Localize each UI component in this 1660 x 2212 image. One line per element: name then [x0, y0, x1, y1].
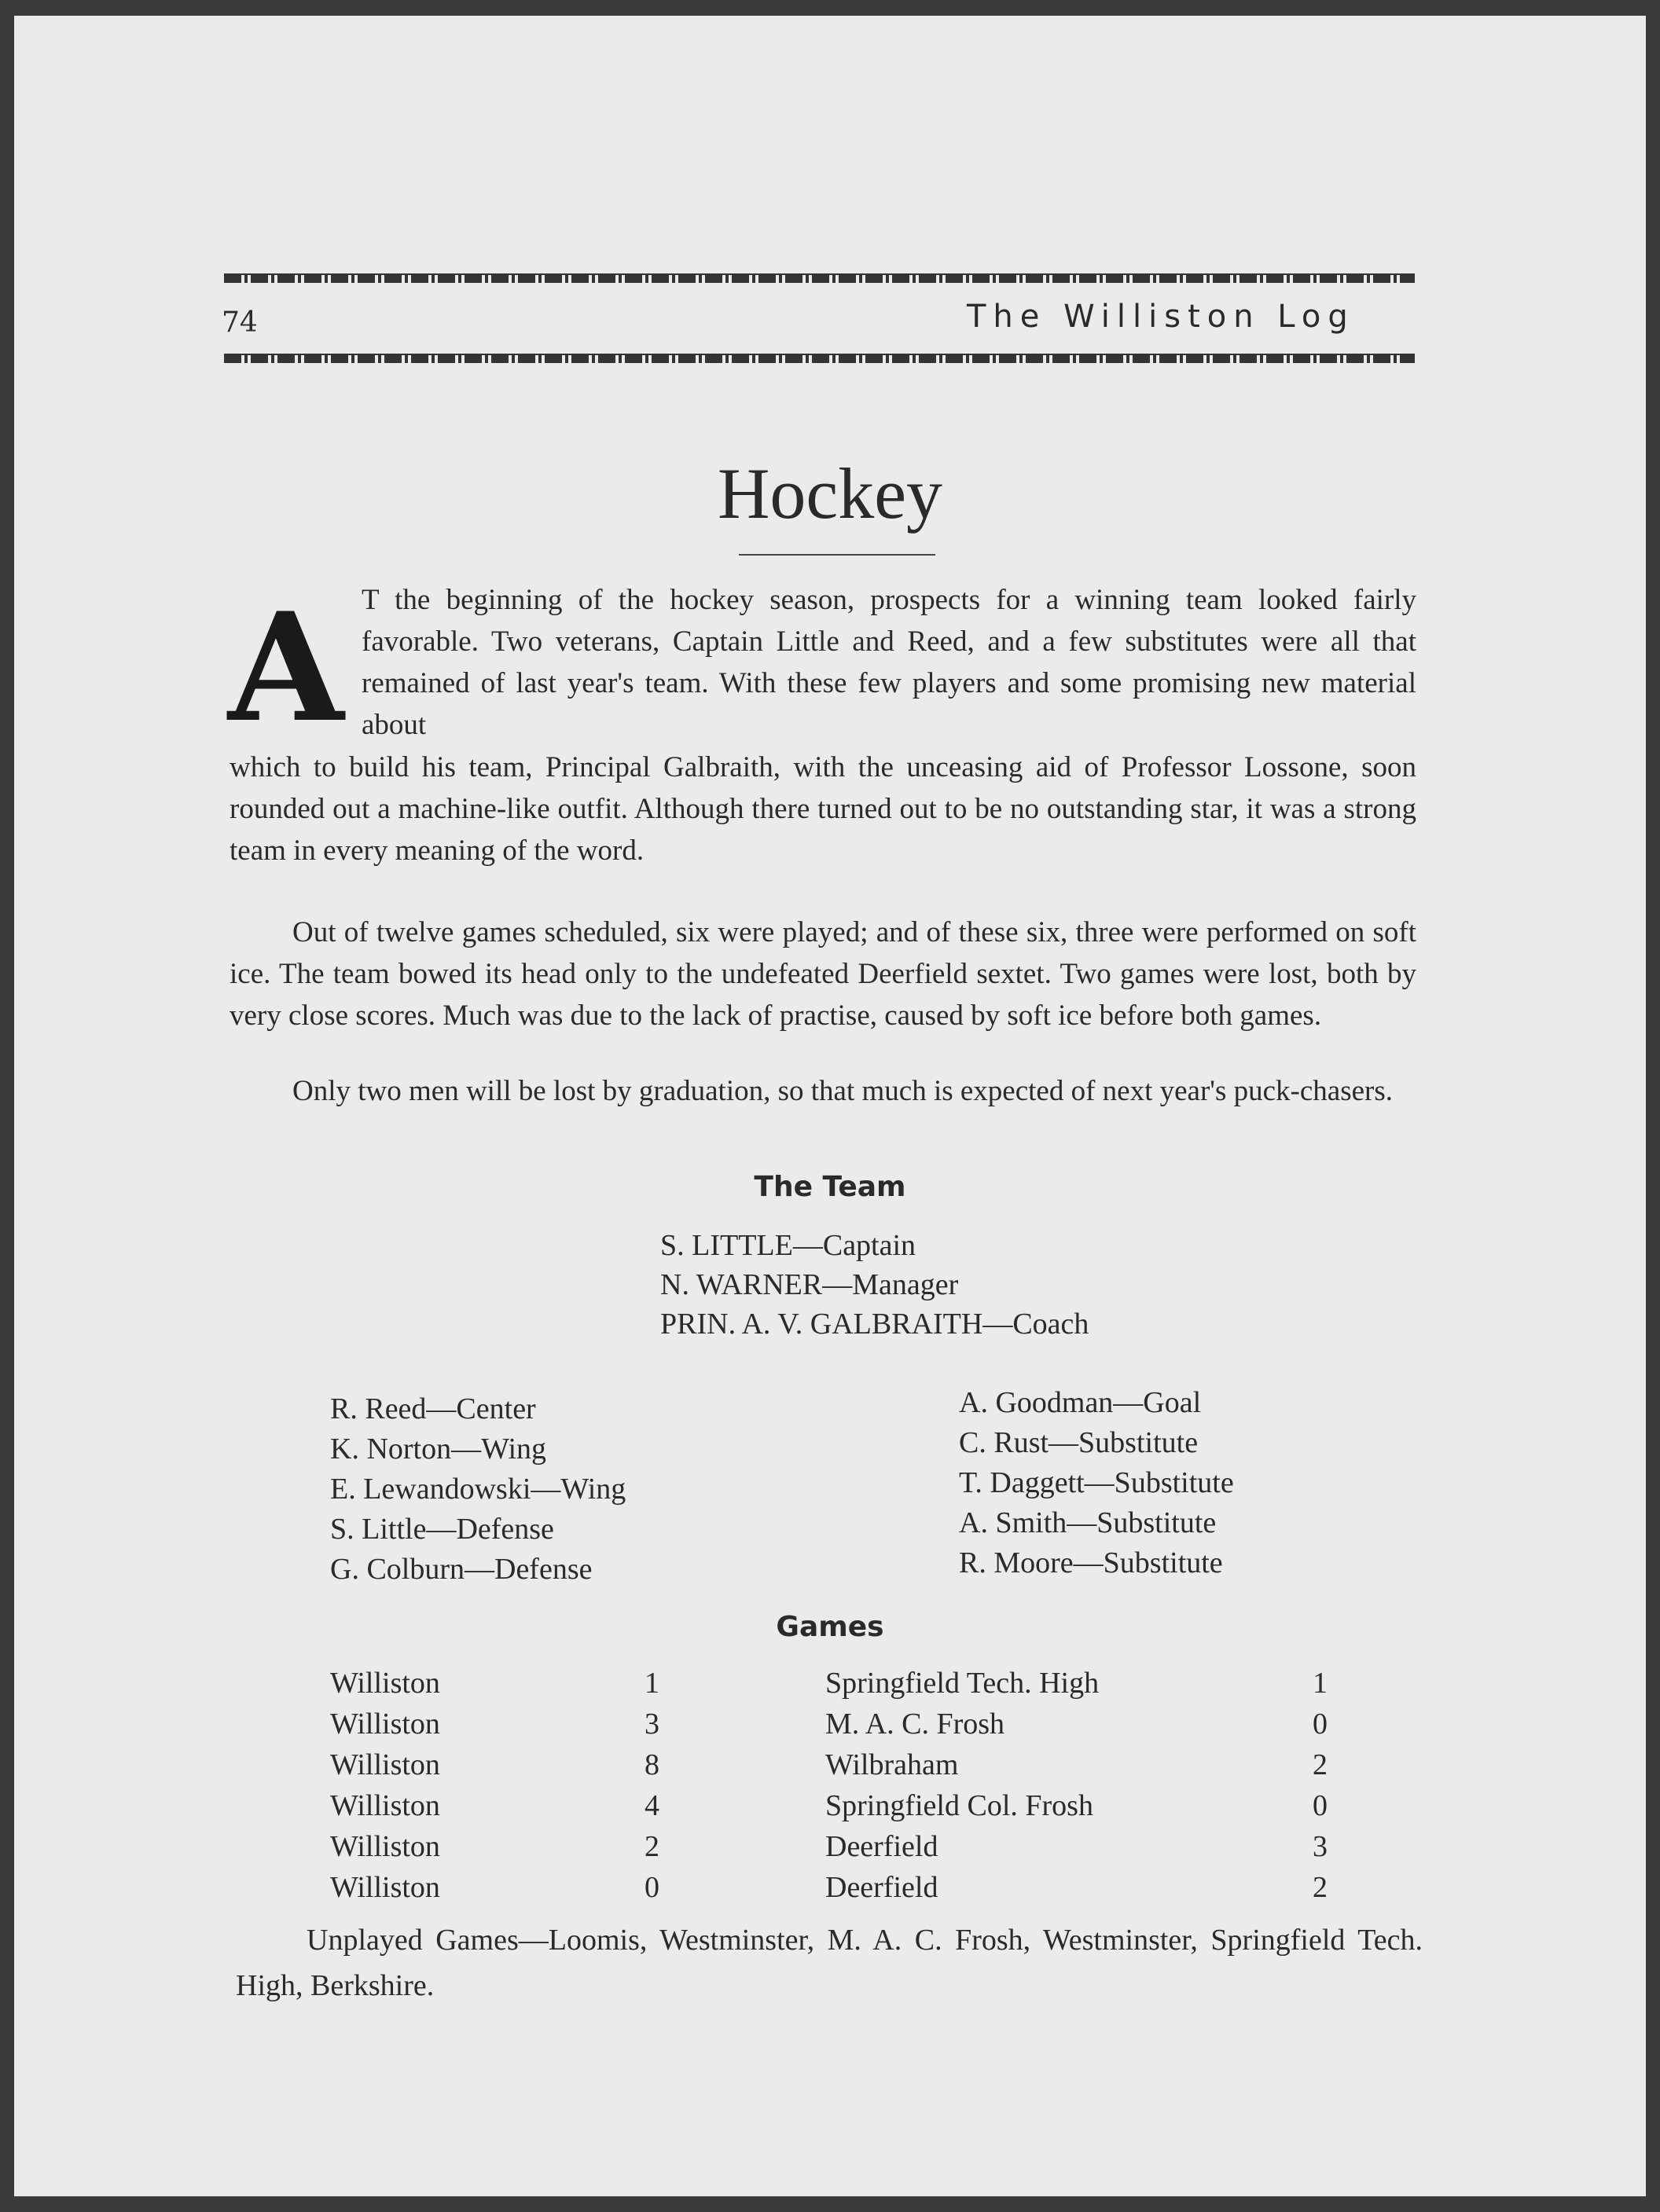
roster-item: A. Smith—Substitute — [959, 1506, 1217, 1539]
officer-manager: N. WARNER—Manager — [660, 1268, 959, 1301]
game-opponent: Deerfield — [825, 1871, 938, 1904]
paragraph-1-opening: T the beginning of the hockey season, prospects for a winning team looked fairly favorable. Two veterans, Captain Little and Reed, and a few substitutes were all that remained of last year's team. With these few players and some promising new material about — [362, 584, 1416, 741]
roster-item: A. Goodman—Goal — [959, 1386, 1202, 1419]
game-score: 4 — [645, 1789, 659, 1822]
games-heading: Games — [776, 1611, 884, 1643]
header-rule-bottom — [224, 354, 1415, 363]
game-opponent: Springfield Col. Frosh — [825, 1789, 1093, 1822]
game-row — [330, 1788, 1352, 1829]
page-number: 74 — [222, 306, 258, 339]
game-opponent: Springfield Tech. High — [825, 1667, 1100, 1700]
drop-cap: A — [228, 580, 344, 755]
paragraph-3: Only two men will be lost by graduation, so that much is expected of next year's puck-chasers. — [292, 1075, 1393, 1107]
team-heading: The Team — [754, 1171, 906, 1203]
header-rule-top — [224, 273, 1415, 283]
game-row — [330, 1666, 1352, 1707]
game-opponent-score: 2 — [1313, 1871, 1328, 1904]
roster-item: C. Rust—Substitute — [959, 1426, 1199, 1459]
game-score: 2 — [645, 1830, 659, 1863]
paragraph-1-continued: which to build his team, Principal Galbraith, with the unceasing aid of Professor Lossone, soon rounded out a machine-like outfit. Although there turned out to be no outstanding star, it was a strong team in every meaning of the word. — [230, 751, 1416, 867]
game-opponent-score: 0 — [1313, 1708, 1328, 1741]
roster-item: T. Daggett—Substitute — [959, 1466, 1234, 1499]
game-team: Williston — [330, 1748, 440, 1781]
officer-coach: PRIN. A. V. GALBRAITH—Coach — [660, 1308, 1089, 1341]
game-team: Williston — [330, 1871, 440, 1904]
roster-item: G. Colburn—Defense — [330, 1553, 593, 1586]
team-officers — [660, 1226, 1089, 1344]
game-opponent-score: 2 — [1313, 1748, 1328, 1781]
roster-item: S. Little—Defense — [330, 1513, 554, 1546]
game-row — [330, 1748, 1352, 1788]
game-team: Williston — [330, 1830, 440, 1863]
game-row — [330, 1829, 1352, 1870]
game-score: 8 — [645, 1748, 659, 1781]
paragraph-2: Out of twelve games scheduled, six were played; and of these six, three were performed on soft ice. The team bowed its head only to the undefeated Deerfield sextet. Two games were lost, both by very close scores. Much was due to the lack of practise, caused by soft ice before both games. — [230, 916, 1416, 1032]
game-opponent-score: 0 — [1313, 1789, 1328, 1822]
game-opponent: Deerfield — [825, 1830, 938, 1863]
game-score: 1 — [645, 1667, 659, 1700]
games-table — [330, 1666, 1352, 1911]
game-opponent-score: 1 — [1313, 1667, 1328, 1700]
game-row — [330, 1707, 1352, 1748]
title-underline — [739, 554, 935, 556]
running-title: The Williston Log — [967, 299, 1355, 335]
roster-item: E. Lewandowski—Wing — [330, 1473, 626, 1506]
game-opponent: Wilbraham — [825, 1748, 959, 1781]
article-title: Hockey — [717, 453, 943, 534]
roster-item: R. Reed—Center — [330, 1392, 536, 1425]
game-team: Williston — [330, 1789, 440, 1822]
game-opponent-score: 3 — [1313, 1830, 1328, 1863]
game-score: 0 — [645, 1871, 659, 1904]
roster-right — [959, 1383, 1234, 1583]
game-row — [330, 1870, 1352, 1911]
game-score: 3 — [645, 1708, 659, 1741]
game-team: Williston — [330, 1708, 440, 1741]
unplayed-games: Unplayed Games—Loomis, Westminster, M. A. C. Frosh, Westminster, Springfield Tech. High, Berkshire. — [236, 1924, 1423, 2002]
roster-item: K. Norton—Wing — [330, 1432, 546, 1465]
officer-captain: S. LITTLE—Captain — [660, 1229, 916, 1262]
game-opponent: M. A. C. Frosh — [825, 1708, 1005, 1741]
roster-item: R. Moore—Substitute — [959, 1546, 1223, 1579]
roster-left — [330, 1389, 626, 1590]
game-team: Williston — [330, 1667, 440, 1700]
